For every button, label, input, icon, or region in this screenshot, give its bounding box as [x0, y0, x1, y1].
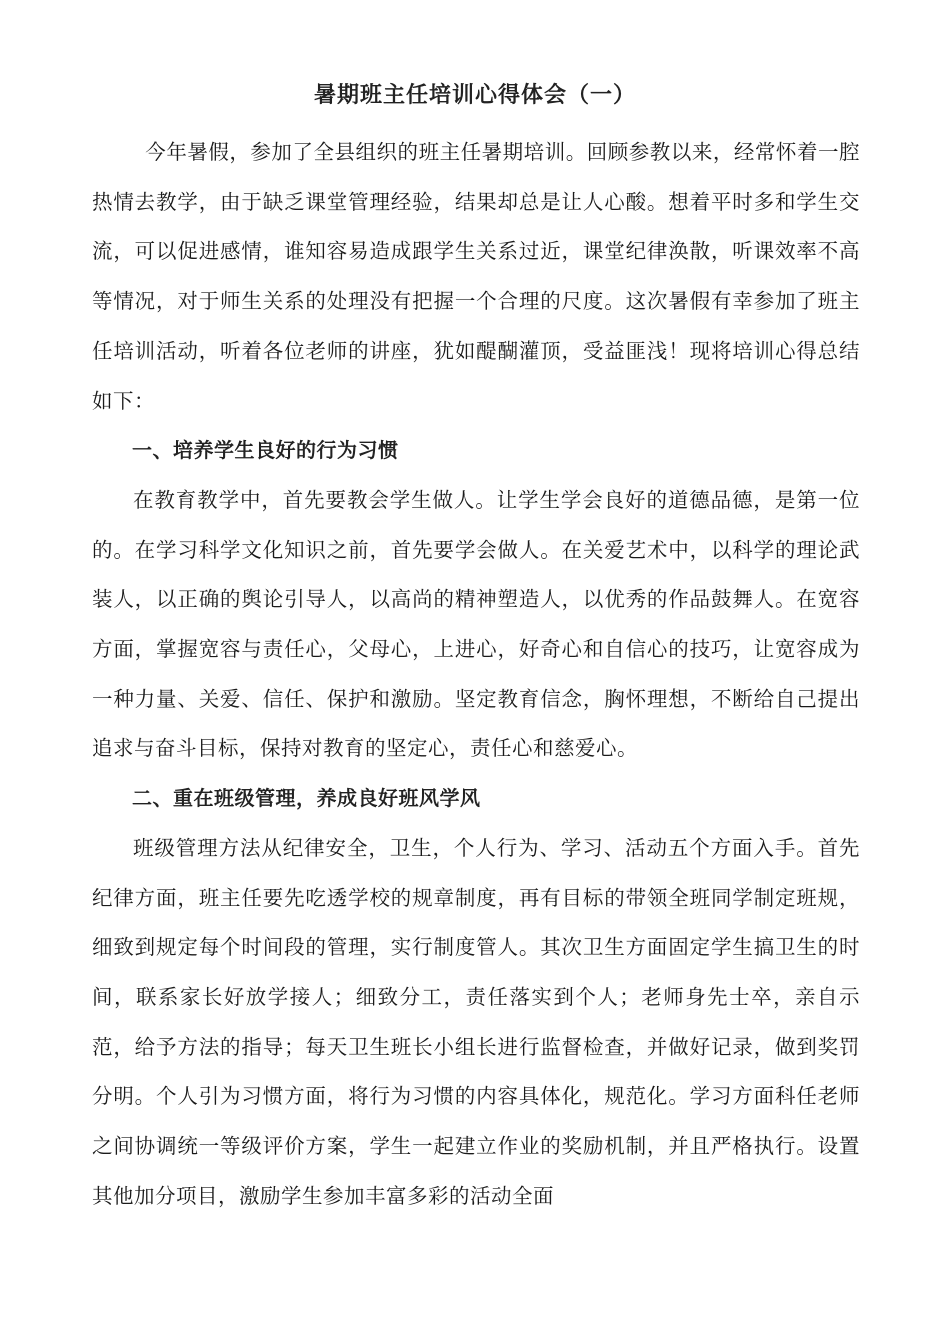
- section-paragraph-2: 班级管理方法从纪律安全，卫生，个人行为、学习、活动五个方面入手。首先纪律方面，班主任要先吃透学校的规章制度，再有目标的带领全班同学制定班规，细致到规定每个时间段的管理，实行制度管人。其次卫生方面固定学生搞卫生的时间，联系家长好放学接人；细致分工，责任落实到个人；老师身先士卒，亲自示范，给予方法的指导；每天卫生班长小组长进行监督检查，并做好记录，做到奖罚分明。个人引为习惯方面，将行为习惯的内容具体化，规范化。学习方面科任老师之间协调统一等级评价方案，学生一起建立作业的奖励机制，并且严格执行。设置其他加分项目，激励学生参加丰富多彩的活动全面: [92, 835, 860, 1208]
- document-body: [92, 128, 860, 1221]
- section-paragraph-1: 在教育教学中，首先要教会学生做人。让学生学会良好的道德品德，是第一位的。在学习科学文化知识之前，首先要学会做人。在关爱艺术中，以科学的理论武装人，以正确的舆论引导人，以高尚的精神塑造人，以优秀的作品鼓舞人。在宽容方面，掌握宽容与责任心，父母心，上进心，好奇心和自信心的技巧，让宽容成为一种力量、关爱、信任、保护和激励。坚定教育信念，胸怀理想，不断给自己提出追求与奋斗目标，保持对教育的坚定心，责任心和慈爱心。: [92, 487, 860, 761]
- document-title: 暑期班主任培训心得体会（一）: [313, 83, 636, 108]
- section-heading-2: 二、重在班级管理，养成良好班风学风: [132, 786, 481, 811]
- section-heading-1: 一、培养学生良好的行为习惯: [132, 438, 399, 463]
- intro-paragraph: 今年暑假，参加了全县组织的班主任暑期培训。回顾参教以来，经常怀着一腔热情去教学，由于缺乏课堂管理经验，结果却总是让人心酸。想着平时多和学生交流，可以促进感情，谁知容易造成跟学生关系过近，课堂纪律涣散，听课效率不高等情况，对于师生关系的处理没有把握一个合理的尺度。这次暑假有幸参加了班主任培训活动，听着各位老师的讲座，犹如醍醐灌顶，受益匪浅！现将培训心得总结如下：: [92, 140, 860, 413]
